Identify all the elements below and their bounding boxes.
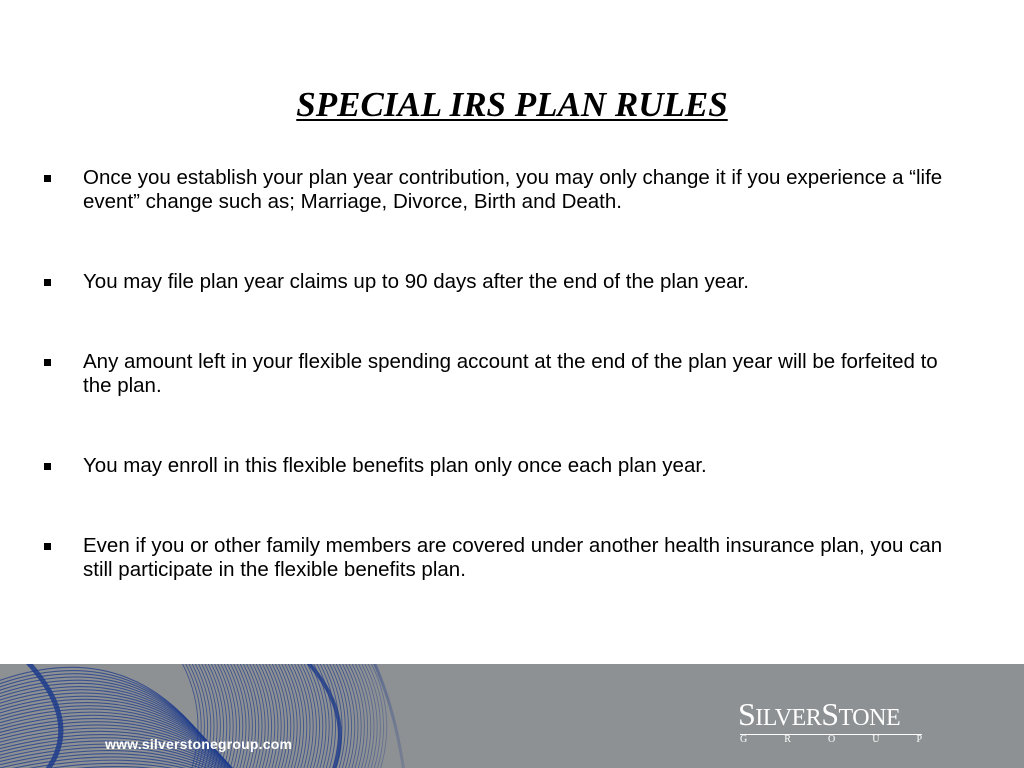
logo-subtitle: G R O U P	[740, 734, 922, 745]
bullet-item	[40, 166, 980, 214]
bullet-text: Even if you or other family members are covered under another health insurance plan, you can still participate in the flexible benefits plan.	[83, 534, 943, 581]
silverstone-logo	[736, 686, 926, 746]
bullet-marker-icon	[44, 463, 51, 470]
bullet-text: Any amount left in your flexible spending account at the end of the plan year will be forfeited to the plan.	[83, 350, 938, 397]
bullet-item	[40, 270, 980, 294]
slide-title: SPECIAL IRS PLAN RULES	[296, 85, 728, 124]
bullet-text: Once you establish your plan year contribution, you may only change it if you experience a “life event” change such as; Marriage, Divorce, Birth and Death.	[83, 166, 943, 213]
footer-band	[0, 664, 1024, 768]
feather-artwork-icon	[0, 664, 420, 768]
bullet-text: You may enroll in this flexible benefits plan only once each plan year.	[83, 454, 707, 477]
bullet-marker-icon	[44, 279, 51, 286]
bullet-marker-icon	[44, 543, 51, 550]
logo-wordmark: SILVERSTONE	[738, 696, 901, 732]
bullet-text: You may file plan year claims up to 90 days after the end of the plan year.	[83, 270, 749, 293]
bullet-item	[40, 454, 980, 478]
bullet-marker-icon	[44, 175, 51, 182]
bullet-marker-icon	[44, 359, 51, 366]
bullet-item	[40, 534, 980, 582]
website-link[interactable]: www.silverstonegroup.com	[105, 736, 293, 752]
bullet-item	[40, 350, 980, 398]
